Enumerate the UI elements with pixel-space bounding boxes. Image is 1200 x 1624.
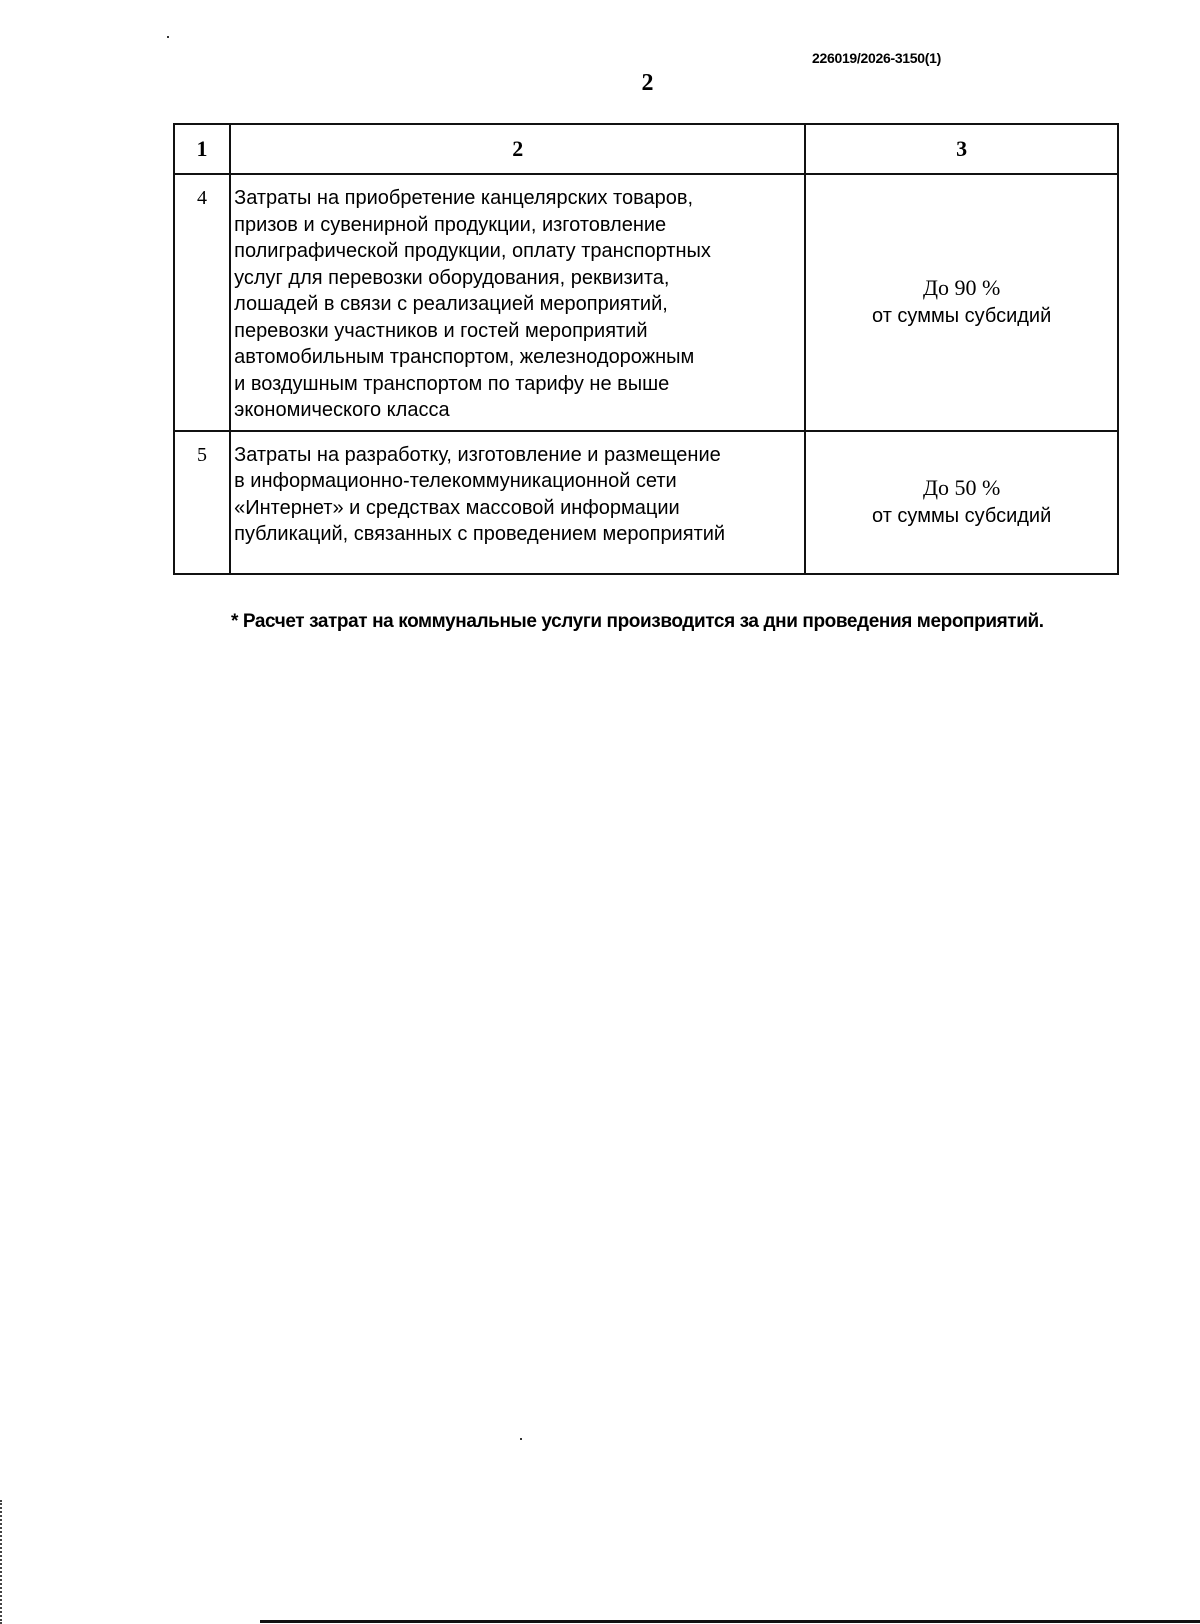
subsidy-expenses-table — [173, 123, 1119, 575]
scan-speck — [167, 36, 169, 38]
scan-speck — [520, 1438, 522, 1440]
share-percent: До 90 % — [922, 275, 1001, 301]
scan-bottom-edge — [260, 1620, 1200, 1623]
scan-edge-artifact — [0, 1500, 4, 1624]
column-header-3: 3 — [805, 124, 1118, 174]
expense-description: Затраты на приобретение канцелярских товаров, призов и сувенирной продукции, изготовление полиграфической продукции, оплату транспортных услуг для перевозки оборудования, реквизита, лошадей в связи с реализацией мероприятий, перевозки участников и гостей мероприятий автомобильным транспортом, железнодорожным и воздушным транспортом по тарифу не выше экономического класса — [230, 174, 805, 431]
column-header-2: 2 — [230, 124, 805, 174]
row-number: 4 — [174, 174, 230, 431]
row-number: 5 — [174, 431, 230, 574]
table-row — [174, 174, 1118, 431]
table-header-row — [174, 124, 1118, 174]
table-row — [174, 431, 1118, 574]
share-basis: от суммы субсидий — [872, 305, 1052, 328]
share-basis: от суммы субсидий — [872, 505, 1052, 527]
document-registration-number: 226019/2026-3150(1) — [812, 50, 941, 66]
share-percent: До 50 % — [922, 475, 1001, 500]
subsidy-share — [805, 174, 1118, 431]
column-header-1: 1 — [174, 124, 230, 174]
page-number: 2 — [641, 70, 654, 96]
subsidy-share — [805, 431, 1118, 574]
expense-description: Затраты на разработку, изготовление и размещение в информационно-телекоммуникационной сети «Интернет» и средствах массовой информации публикаций, связанных с проведением мероприятий — [230, 431, 805, 574]
footnote: * Расчет затрат на коммунальные услуги производится за дни проведения мероприятий. — [231, 611, 1044, 632]
